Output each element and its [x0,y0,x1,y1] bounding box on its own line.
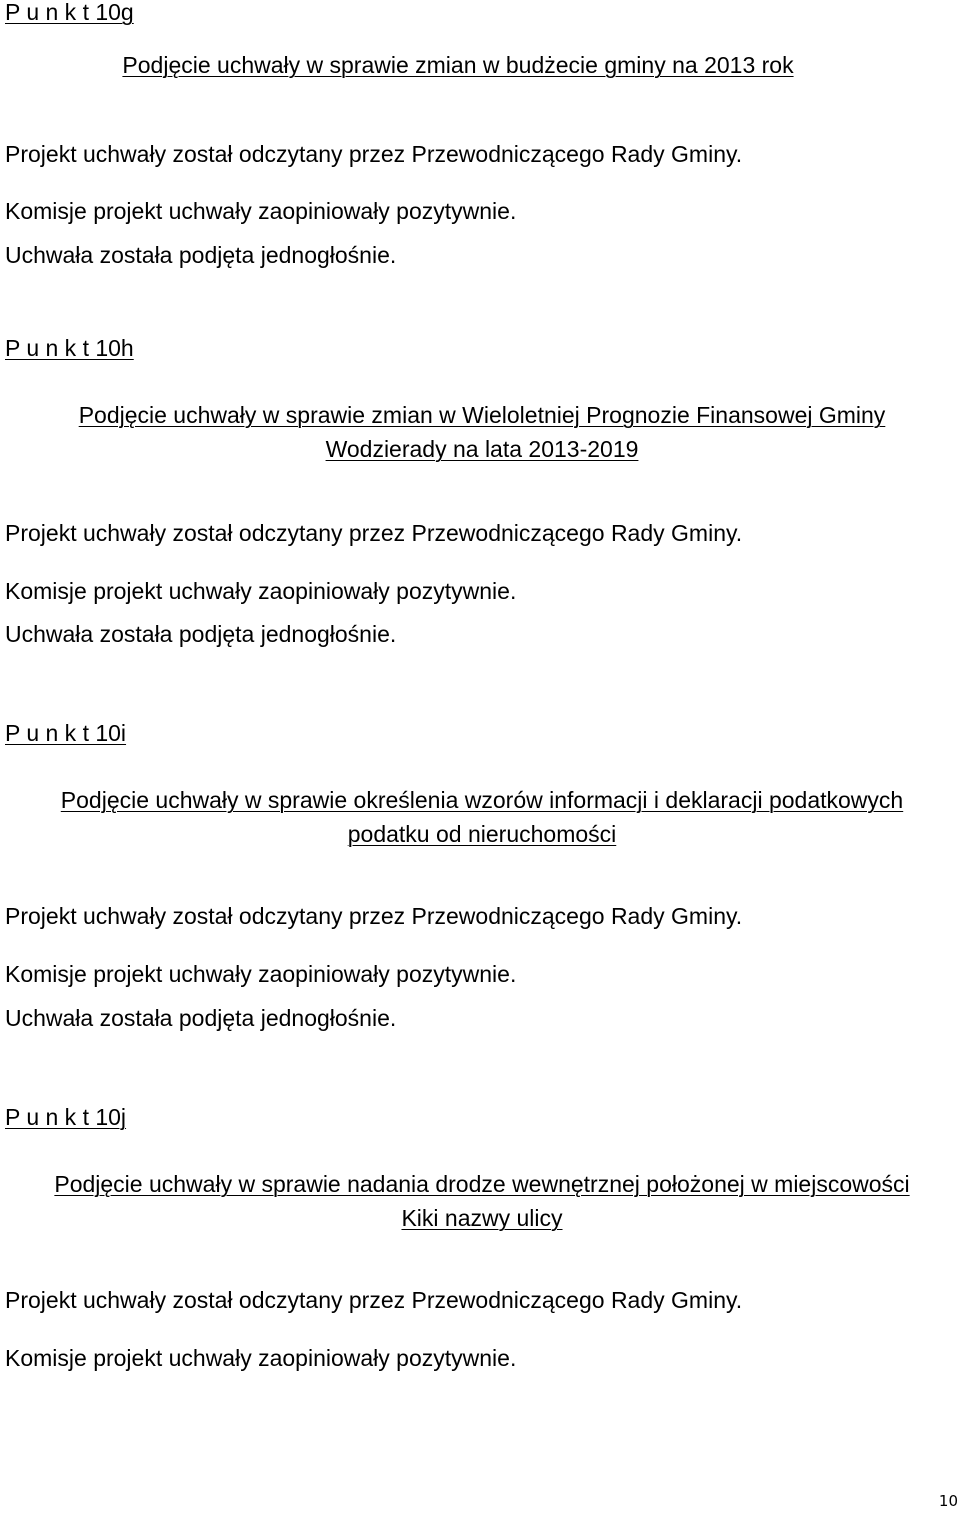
section-title [2,783,960,851]
minutes-line: Projekt uchwały został odczytany przez Przewodniczącego Rady Gminy. [5,520,743,546]
section-title-line: Wodzierady na lata 2013-2019 [325,436,639,462]
minutes-line: Komisje projekt uchwały zaopiniowały pozytywnie. [5,578,517,604]
section-heading: P u n k t 10h [5,335,134,361]
section-heading: P u n k t 10j [5,1104,127,1130]
minutes-line: Projekt uchwały został odczytany przez Przewodniczącego Rady Gminy. [5,141,743,167]
section-title [0,48,938,82]
section-heading: P u n k t 10g [5,0,134,25]
section-title-line: Podjęcie uchwały w sprawie określenia wzorów informacji i deklaracji podatkowych [60,787,904,813]
minutes-line: Uchwała została podjęta jednogłośnie. [5,242,397,268]
minutes-line: Komisje projekt uchwały zaopiniowały pozytywnie. [5,1345,517,1371]
minutes-line: Uchwała została podjęta jednogłośnie. [5,1005,397,1031]
section-title-line: Kiki nazwy ulicy [401,1205,563,1231]
section-title-line: Podjęcie uchwały w sprawie zmian w Wieloletniej Prognozie Finansowej Gminy [78,402,886,428]
section-title-line: Podjęcie uchwały w sprawie zmian w budżecie gminy na 2013 rok [122,52,794,78]
minutes-line: Komisje projekt uchwały zaopiniowały pozytywnie. [5,961,517,987]
section-heading: P u n k t 10i [5,720,127,746]
section-title [2,398,960,466]
section-title-line: podatku od nieruchomości [347,821,617,847]
page-number: 10 [938,1492,958,1510]
minutes-line: Komisje projekt uchwały zaopiniowały pozytywnie. [5,198,517,224]
section-title-line: Podjęcie uchwały w sprawie nadania drodze wewnętrznej położonej w miejscowości [54,1171,910,1197]
minutes-line: Projekt uchwały został odczytany przez Przewodniczącego Rady Gminy. [5,1287,743,1313]
minutes-line: Projekt uchwały został odczytany przez Przewodniczącego Rady Gminy. [5,903,743,929]
minutes-line: Uchwała została podjęta jednogłośnie. [5,621,397,647]
section-title [2,1167,960,1235]
